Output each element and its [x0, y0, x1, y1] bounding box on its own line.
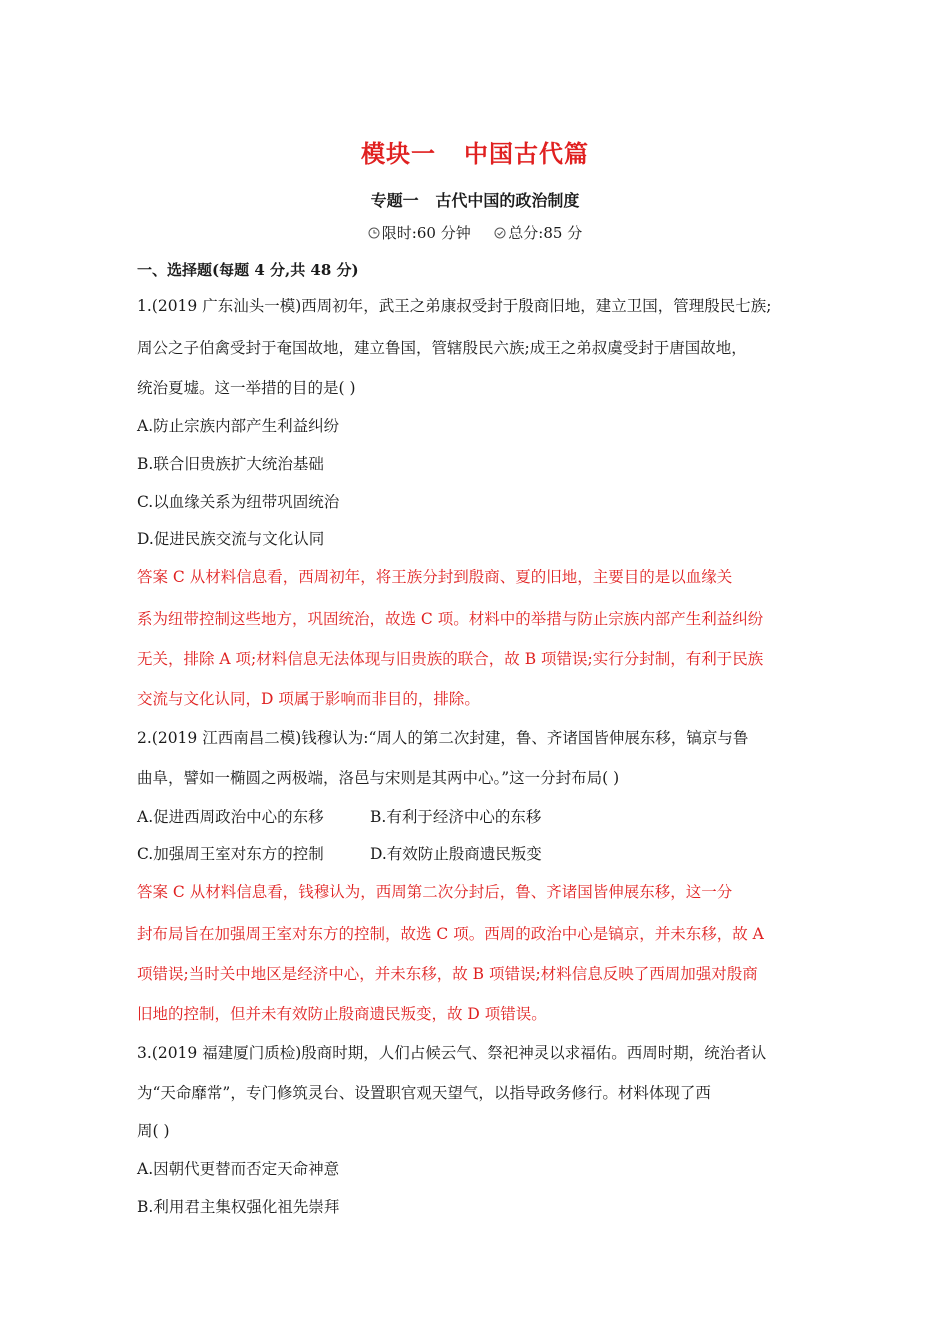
exam-meta [0, 222, 950, 243]
q1-option-a: A.防止宗族内部产生利益纠纷 [137, 417, 340, 435]
q2-answer-line: 项错误;当时关中地区是经济中心，并未东移，故 B 项错误;材料信息反映了西周加强对殷商 [137, 965, 758, 983]
q3-option-b: B.利用君主集权强化祖先崇拜 [137, 1198, 340, 1216]
module-title: 模块一 中国古代篇 [360, 139, 590, 168]
q2-option-b: B.有利于经济中心的东移 [370, 808, 542, 826]
check-circle-icon [494, 227, 506, 239]
q1-stem-line: 统治夏墟。这一举措的目的是( ) [137, 379, 356, 397]
clock-icon [368, 227, 380, 239]
time-limit: 限时:60 分钟 [381, 224, 471, 242]
q2-option-c: C.加强周王室对东方的控制 [137, 845, 324, 863]
q1-answer-line: 系为纽带控制这些地方，巩固统治，故选 C 项。材料中的举措与防止宗族内部产生利益纠纷 [137, 610, 764, 628]
total-score: 总分:85 分 [508, 224, 583, 242]
q3-option-a: A.因朝代更替而否定天命神意 [137, 1160, 340, 1178]
topic-title: 专题一 古代中国的政治制度 [370, 191, 580, 210]
q1-option-b: B.联合旧贵族扩大统治基础 [137, 455, 324, 473]
q2-stem-line: 2.(2019 江西南昌二模)钱穆认为:“周人的第二次封建，鲁、齐诸国皆伸展东移，镐京与鲁 [137, 729, 749, 747]
q1-option-c: C.以血缘关系为纽带巩固统治 [137, 493, 340, 511]
q2-option-d: D.有效防止殷商遗民叛变 [370, 845, 542, 863]
q2-answer-line: 封布局旨在加强周王室对东方的控制，故选 C 项。西周的政治中心是镐京，并未东移，故 A [137, 925, 764, 943]
q3-stem-line: 为“天命靡常”，专门修筑灵台、设置职官观天望气，以指导政务修行。材料体现了西 [137, 1084, 711, 1102]
q2-options-row [137, 806, 817, 828]
q2-stem-line: 曲阜，譬如一椭圆之两极端，洛邑与宋则是其两中心。”这一分封布局( ) [137, 769, 620, 787]
q1-answer-line: 答案 C 从材料信息看，西周初年，将王族分封到殷商、夏的旧地，主要目的是以血缘关 [137, 568, 733, 586]
q2-options-row [137, 843, 817, 865]
q1-answer-line: 无关，排除 A 项;材料信息无法体现与旧贵族的联合，故 B 项错误;实行分封制，有利于民族 [137, 650, 764, 668]
q3-stem-line: 周( ) [137, 1122, 170, 1140]
q2-answer-line: 答案 C 从材料信息看，钱穆认为，西周第二次分封后，鲁、齐诸国皆伸展东移，这一分 [137, 883, 733, 901]
q1-stem-line: 1.(2019 广东汕头一模)西周初年，武王之弟康叔受封于殷商旧地，建立卫国，管理殷民七族; [137, 297, 772, 315]
q1-answer-line: 交流与文化认同，D 项属于影响而非目的，排除。 [137, 690, 480, 708]
q2-option-a: A.促进西周政治中心的东移 [137, 808, 324, 826]
q1-stem-line: 周公之子伯禽受封于奄国故地，建立鲁国，管辖殷民六族;成王之弟叔虞受封于唐国故地， [137, 339, 747, 357]
section-heading: 一、选择题(每题 4 分,共 48 分) [137, 261, 359, 279]
q1-option-d: D.促进民族交流与文化认同 [137, 530, 325, 548]
q2-answer-line: 旧地的控制，但并未有效防止殷商遗民叛变，故 D 项错误。 [137, 1005, 547, 1023]
q3-stem-line: 3.(2019 福建厦门质检)殷商时期，人们占候云气、祭祀神灵以求福佑。西周时期，统治者认 [137, 1044, 767, 1062]
